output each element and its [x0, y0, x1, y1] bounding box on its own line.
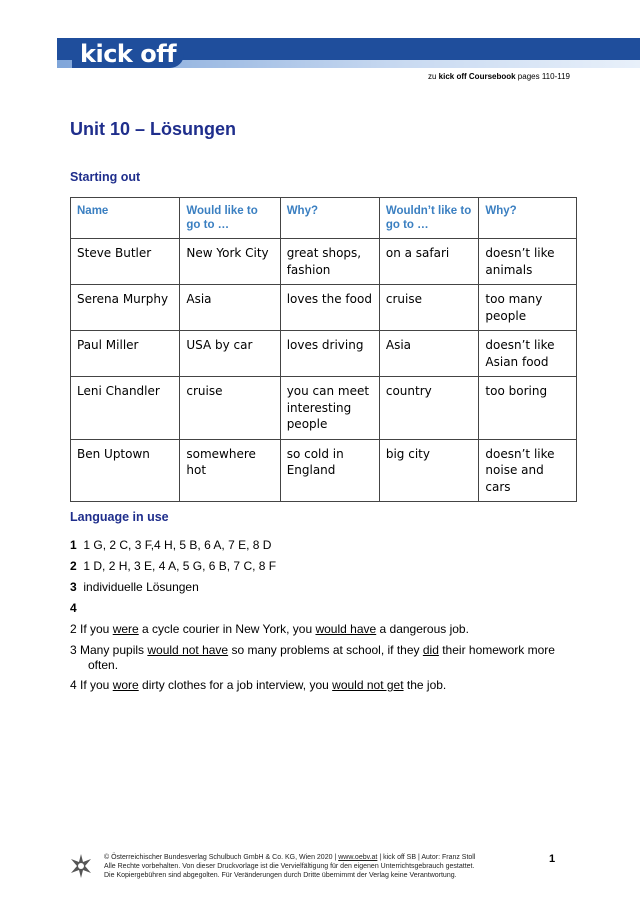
sentence-continuation: often. [88, 658, 119, 672]
underlined-verb: wore [112, 678, 139, 692]
underlined-verb: would not have [147, 643, 229, 657]
column-header: Would like to go to … [180, 198, 280, 239]
publisher-link[interactable]: www.oebv.at [338, 854, 378, 861]
underlined-verb: were [112, 622, 139, 636]
exercise-number: 3 [70, 580, 77, 594]
table-cell: country [379, 377, 479, 440]
table-cell: Asia [180, 285, 280, 331]
exercise-answer: 1 G, 2 C, 3 F,4 H, 5 B, 6 A, 7 E, 8 D [83, 538, 272, 552]
table-cell: Leni Chandler [71, 377, 180, 440]
table-cell: Serena Murphy [71, 285, 180, 331]
sentence-text: so many problems at school, if they [228, 643, 423, 657]
table-cell: Ben Uptown [71, 439, 180, 502]
table-cell: loves driving [280, 331, 379, 377]
table-cell: great shops, fashion [280, 239, 379, 285]
kick-off-logo: kick off [80, 40, 177, 68]
table-cell: somewhere hot [180, 439, 280, 502]
sentence-text: 4 If you [70, 678, 113, 692]
table-cell: so cold in England [280, 439, 379, 502]
exercise-number: 4 [70, 601, 77, 615]
table-row [71, 285, 577, 331]
sentence-4 [70, 678, 446, 693]
footer-author: | kick off SB | Autor: Franz Stoll [377, 854, 476, 861]
answers-table [70, 197, 577, 502]
ref-coursebook: kick off Coursebook [438, 72, 516, 81]
exercise-number: 2 [70, 559, 77, 573]
exercise-2 [70, 559, 276, 574]
ref-prefix: zu [428, 72, 439, 81]
underlined-verb: would not get [332, 678, 404, 692]
exercise-1 [70, 538, 271, 553]
table-cell: doesn’t like noise and cars [479, 439, 577, 502]
coursebook-reference [428, 72, 570, 81]
sentence-text: 2 If you [70, 622, 113, 636]
ref-pages: pages 110-119 [515, 72, 570, 81]
sentence-text: 3 Many pupils [70, 643, 148, 657]
page-footer [70, 843, 570, 883]
table-cell: USA by car [180, 331, 280, 377]
exercise-4 [70, 601, 77, 616]
column-header: Why? [479, 198, 577, 239]
table-cell: New York City [180, 239, 280, 285]
sentence-text: dirty clothes for a job interview, you [138, 678, 333, 692]
sentence-text: a cycle courier in New York, you [138, 622, 316, 636]
sentence-3 [70, 643, 570, 673]
exercise-3 [70, 580, 199, 595]
column-header: Wouldn’t like to go to … [379, 198, 479, 239]
table-cell: cruise [180, 377, 280, 440]
section-heading-starting-out: Starting out [70, 170, 141, 184]
table-row [71, 439, 577, 502]
table-cell: cruise [379, 285, 479, 331]
table-cell: doesn’t like animals [479, 239, 577, 285]
table-cell: Asia [379, 331, 479, 377]
footer-line-1 [104, 853, 475, 862]
table-cell: loves the food [280, 285, 379, 331]
table-row [71, 239, 577, 285]
section-heading-language-in-use: Language in use [70, 510, 169, 524]
sentence-text: the job. [403, 678, 447, 692]
underlined-verb: did [422, 643, 439, 657]
table-cell: on a safari [379, 239, 479, 285]
footer-copyright: © Österreichischer Bundesverlag Schulbuch GmbH & Co. KG, Wien 2020 | [104, 854, 339, 861]
footer-line-3: Die Kopiergebühren sind abgegolten. Für Veränderungen durch Dritte übernimmt der Verlag keine Verantwortung. [104, 872, 457, 879]
table-cell: too boring [479, 377, 577, 440]
table-cell: Steve Butler [71, 239, 180, 285]
footer-legal-text [104, 853, 475, 880]
table-row [71, 331, 577, 377]
footer-line-2: Alle Rechte vorbehalten. Von dieser Druckvorlage ist die Vervielfältigung für den eigenen Unterrichtsgebrauch gestattet. [104, 863, 475, 870]
table-cell: Paul Miller [71, 331, 180, 377]
publisher-logo-icon [70, 853, 92, 879]
page-title: Unit 10 – Lösungen [70, 119, 237, 139]
exercise-answer: individuelle Lösungen [83, 580, 199, 594]
page-number: 1 [549, 853, 556, 865]
table-cell: you can meet interesting people [280, 377, 379, 440]
table-cell: doesn’t like Asian food [479, 331, 577, 377]
table-header-row [71, 198, 577, 239]
exercise-number: 1 [70, 538, 77, 552]
exercise-answer: 1 D, 2 H, 3 E, 4 A, 5 G, 6 B, 7 C, 8 F [83, 559, 277, 573]
column-header: Name [71, 198, 180, 239]
underlined-verb: would have [315, 622, 377, 636]
table-row [71, 377, 577, 440]
sentence-text: their homework more [438, 643, 555, 657]
sentence-text: a dangerous job. [376, 622, 469, 636]
table-cell: too many people [479, 285, 577, 331]
column-header: Why? [280, 198, 379, 239]
sentence-2 [70, 622, 469, 637]
table-cell: big city [379, 439, 479, 502]
